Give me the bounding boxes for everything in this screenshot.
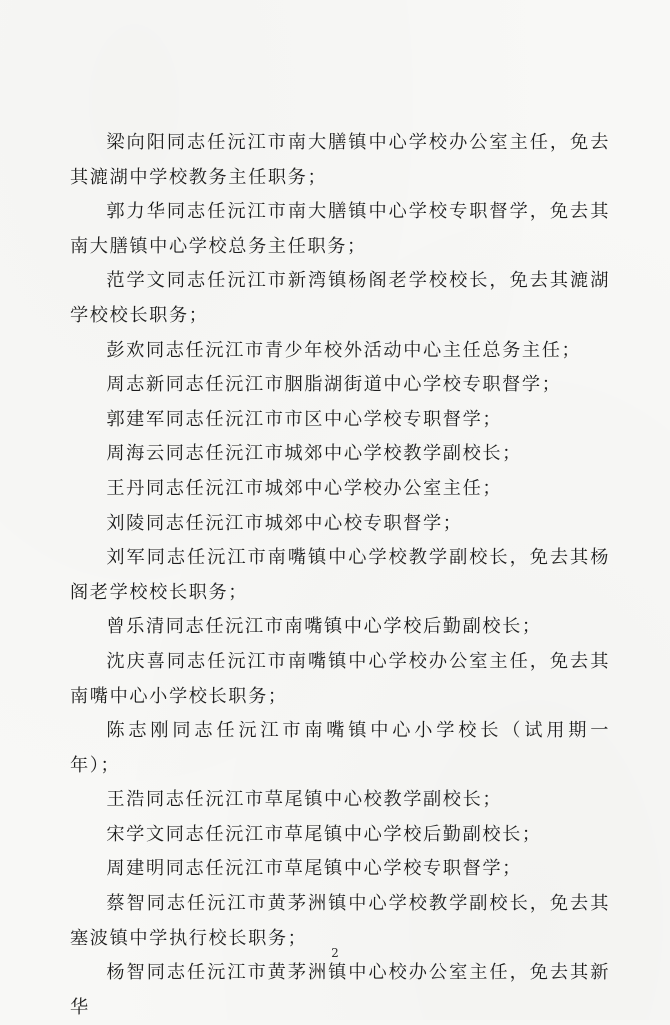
appointment-paragraph-17: 蔡智同志任沅江市黄茅洲镇中心学校教学副校长，免去其塞波镇中学执行校长职务； bbox=[70, 893, 610, 949]
appointment-paragraph-13: 陈志刚同志任沅江市南嘴镇中心小学校长（试用期一年）； bbox=[70, 720, 610, 776]
appointment-paragraph-5: 周志新同志任沅江市胭脂湖街道中心学校专职督学； bbox=[106, 374, 562, 396]
appointment-paragraph-2: 郭力华同志任沅江市南大膳镇中心学校专职督学，免去其南大膳镇中心学校总务主任职务； bbox=[70, 201, 610, 257]
page-number: 2 bbox=[331, 946, 339, 960]
document-body bbox=[70, 126, 610, 1025]
appointment-paragraph-14: 王浩同志任沅江市草尾镇中心校教学副校长； bbox=[106, 789, 503, 811]
appointment-paragraph-11: 曾乐清同志任沅江市南嘴镇中心学校后勤副校长； bbox=[106, 616, 542, 638]
appointment-paragraph-12: 沈庆喜同志任沅江市南嘴镇中心学校办公室主任，免去其南嘴中心小学校长职务； bbox=[70, 650, 610, 707]
appointment-paragraph-7: 周海云同志任沅江市城郊中心学校教学副校长； bbox=[106, 443, 522, 465]
appointment-paragraph-10: 刘军同志任沅江市南嘴镇中心学校教学副校长，免去其杨阁老学校校长职务； bbox=[70, 547, 610, 603]
appointment-paragraph-6: 郭建军同志任沅江市市区中心学校专职督学； bbox=[106, 408, 503, 430]
appointment-paragraph-8: 王丹同志任沅江市城郊中心学校办公室主任； bbox=[106, 477, 503, 499]
appointment-paragraph-1: 梁向阳同志任沅江市南大膳镇中心学校办公室主任，免去其漉湖中学校教务主任职务； bbox=[70, 132, 610, 188]
appointment-paragraph-4: 彭欢同志任沅江市青少年校外活动中心主任总务主任； bbox=[106, 339, 582, 361]
appointment-paragraph-18: 杨智同志任沅江市黄茅洲镇中心校办公室主任，免去其新华 bbox=[70, 962, 610, 1018]
appointment-paragraph-3: 范学文同志任沅江市新湾镇杨阁老学校校长，免去其漉湖学校校长职务； bbox=[70, 270, 610, 326]
appointment-paragraph-16: 周建明同志任沅江市草尾镇中心学校专职督学； bbox=[106, 858, 522, 880]
appointment-paragraph-9: 刘陵同志任沅江市城郊中心校专职督学； bbox=[106, 512, 463, 534]
appointment-paragraph-15: 宋学文同志任沅江市草尾镇中心学校后勤副校长； bbox=[106, 823, 542, 845]
